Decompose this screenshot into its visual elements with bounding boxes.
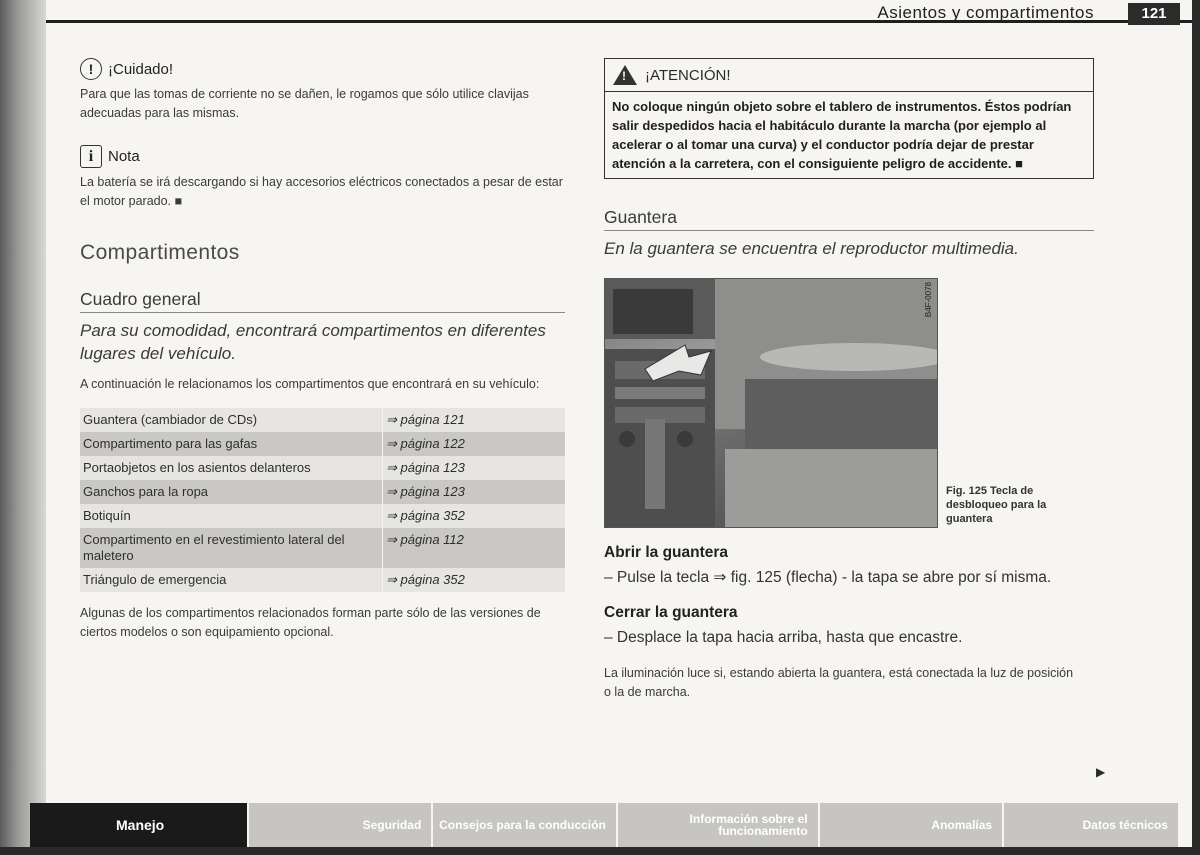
section-title: Compartimentos [80, 241, 240, 264]
open-step: – Pulse la tecla ⇒ fig. 125 (flecha) - la tapa se abre por sí misma. [604, 569, 1052, 586]
warning-box [604, 58, 1094, 179]
continue-arrow-icon: ▶ [1096, 765, 1106, 779]
caution-title: ¡Cuidado! [108, 60, 174, 78]
running-title: Asientos y compartimentos [877, 3, 1094, 22]
page-ref-link[interactable]: ⇒ página 352 [383, 504, 566, 528]
guantera-title: Guantera [604, 207, 1094, 231]
caution-icon: ! [80, 58, 102, 80]
figure-code: B4F-0078 [924, 282, 933, 318]
dashboard-illustration [605, 279, 937, 527]
page-ref-link[interactable]: ⇒ página 123 [383, 480, 566, 504]
close-title: Cerrar la guantera [604, 604, 738, 621]
footer-nav [30, 803, 1180, 847]
page-ref-link[interactable]: ⇒ página 112 [383, 528, 566, 568]
compartment-name: Compartimento en el revestimiento lateral del maletero [80, 528, 383, 568]
compartment-name: Botiquín [80, 504, 383, 528]
footer-tab-consejos[interactable]: Consejos para la conducción [433, 803, 618, 847]
figure [604, 278, 1094, 528]
page-ref-link[interactable]: ⇒ página 122 [383, 432, 566, 456]
guantera-intro: En la guantera se encuentra el reproductor multimedia. [604, 239, 1019, 258]
section-subtitle: Cuadro general [80, 289, 565, 313]
info-icon: i [80, 145, 102, 168]
warning-heading [605, 59, 1093, 92]
page-number: 121 [1128, 3, 1180, 25]
close-step: – Desplace la tapa hacia arriba, hasta que encastre. [604, 629, 963, 646]
warning-text: No coloque ningún objeto sobre el tablero de instrumentos. Éstos podrían salir despedidos hacia el habitáculo durante la marcha (por ejemplo al acelerar o al tomar una curva) y el conductor podría dejar de prestar atención a la carretera, con el consiguiente peligro de accidente. ■ [612, 99, 1072, 171]
footer-tab-seguridad[interactable]: Seguridad [249, 803, 434, 847]
compartment-name: Triángulo de emergencia [80, 568, 383, 592]
compartment-name: Ganchos para la ropa [80, 480, 383, 504]
page-ref-link[interactable]: ⇒ página 123 [383, 456, 566, 480]
footer-tab-datos[interactable]: Datos técnicos [1004, 803, 1180, 847]
right-column [604, 58, 1106, 779]
section-footnote: Algunas de los compartimentos relacionados forman parte sólo de las versiones de ciertos modelos o son equipamiento opcional. [80, 606, 541, 639]
footer-tab-anomalias[interactable]: Anomalías [820, 803, 1005, 847]
figure-caption: Fig. 125 Tecla de desbloqueo para la guantera [946, 485, 1047, 525]
page-edge [1192, 0, 1200, 855]
page-ref-link[interactable]: ⇒ página 121 [383, 408, 566, 432]
note-text: La batería se irá descargando si hay accesorios eléctricos conectados a pesar de estar el motor parado. ■ [80, 175, 563, 208]
compartment-name: Compartimento para las gafas [80, 432, 383, 456]
table-row [80, 408, 565, 432]
table-row [80, 528, 565, 568]
left-column [80, 58, 565, 642]
note-title: Nota [108, 148, 140, 165]
page-ref-link[interactable]: ⇒ página 352 [383, 568, 566, 592]
glovebox-photo [604, 278, 938, 528]
table-row [80, 432, 565, 456]
warning-triangle-icon [613, 65, 637, 85]
table-row [80, 568, 565, 592]
section-lead: A continuación le relacionamos los compartimentos que encontrará en su vehículo: [80, 377, 540, 391]
compartment-name: Guantera (cambiador de CDs) [80, 408, 383, 432]
open-title: Abrir la guantera [604, 544, 729, 561]
caution-text: Para que las tomas de corriente no se dañen, le rogamos que sólo utilice clavijas adecuadas para las mismas. [80, 87, 529, 120]
section-intro: Para su comodidad, encontrará compartimentos en diferentes lugares del vehículo. [80, 321, 546, 363]
light-note: La iluminación luce si, estando abierta la guantera, está conectada la luz de posición o la de marcha. [604, 666, 1074, 699]
bottom-rule [0, 847, 1200, 855]
table-row [80, 456, 565, 480]
note-heading [80, 145, 565, 168]
table-row [80, 504, 565, 528]
footer-tab-manejo[interactable]: Manejo [30, 803, 249, 847]
table-row [80, 480, 565, 504]
caution-heading [80, 58, 565, 80]
compartments-table [80, 408, 565, 592]
book-gutter [0, 0, 46, 855]
warning-title: ¡ATENCIÓN! [645, 66, 731, 84]
compartment-name: Portaobjetos en los asientos delanteros [80, 456, 383, 480]
footer-tab-informacion[interactable]: Información sobre el funcionamiento [618, 803, 820, 847]
